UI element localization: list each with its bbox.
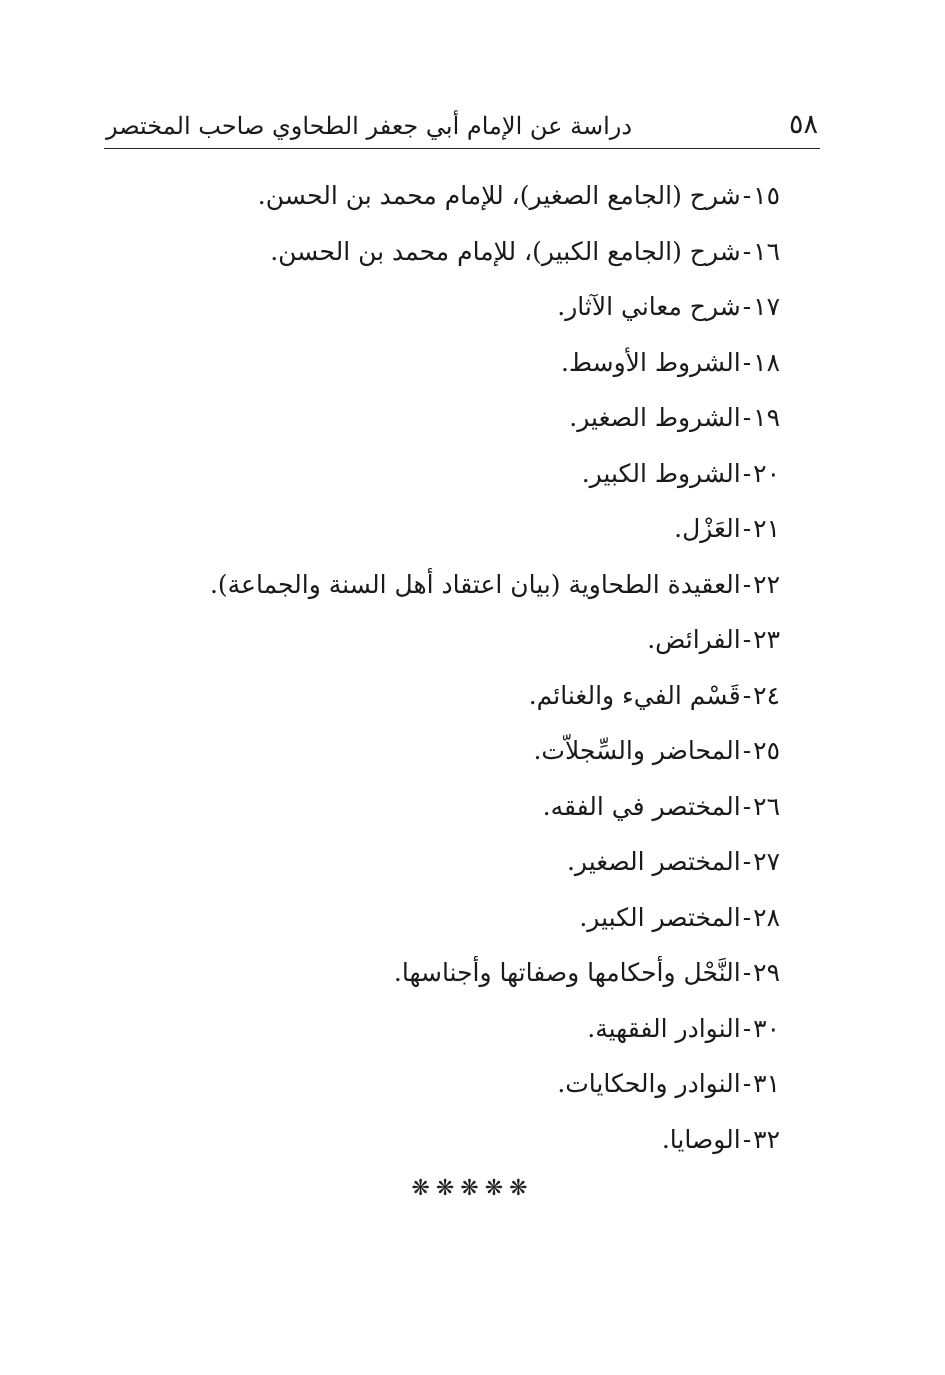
- section-separator: ❋❋❋❋❋: [411, 1176, 534, 1201]
- item-title: الفرائض.: [647, 625, 741, 654]
- item-title: قَسْم الفيء والغنائم.: [528, 680, 741, 710]
- item-dash: -: [742, 1069, 752, 1098]
- item-title: الوصايا.: [661, 1124, 741, 1154]
- item-title: الشروط الصغير.: [569, 403, 741, 432]
- list-item: [160, 834, 780, 890]
- list-item: [160, 1112, 780, 1168]
- list-item: [160, 890, 780, 946]
- list-item: [160, 668, 780, 724]
- item-dash: -: [742, 514, 752, 543]
- item-dash: -: [742, 347, 752, 377]
- item-dash: -: [742, 736, 752, 765]
- item-number: ٣١: [753, 1069, 780, 1098]
- item-number: ١٦: [753, 236, 780, 266]
- item-title: المحاضر والسِّجلاّت.: [533, 736, 741, 765]
- item-number: ٢٣: [753, 625, 780, 654]
- item-dash: -: [742, 791, 752, 821]
- item-title: الشروط الأوسط.: [560, 347, 741, 377]
- item-number: ٢٨: [753, 902, 780, 932]
- item-number: ٣٢: [753, 1124, 780, 1154]
- item-number: ٢٢: [753, 569, 780, 599]
- item-dash: -: [742, 1124, 752, 1154]
- works-list: [160, 168, 780, 1167]
- item-dash: -: [742, 625, 752, 654]
- list-item: [160, 168, 780, 224]
- list-item: [160, 779, 780, 835]
- list-item: [160, 1056, 780, 1112]
- item-dash: -: [742, 292, 752, 321]
- list-item: [160, 501, 780, 557]
- item-dash: -: [742, 847, 752, 876]
- item-title: شرح (الجامع الصغير)، للإمام محمد بن الحسن.: [257, 181, 741, 210]
- item-number: ٢٥: [753, 736, 780, 765]
- item-dash: -: [742, 458, 752, 488]
- page-number: ٥٨: [788, 109, 818, 140]
- list-item: [160, 557, 780, 613]
- running-title: دراسة عن الإمام أبي جعفر الطحاوي صاحب المختصر: [106, 112, 633, 140]
- list-item: [160, 279, 780, 335]
- item-title: النوادر والحكايات.: [557, 1069, 741, 1098]
- list-item: [160, 945, 780, 1001]
- item-title: المختصر الصغير.: [566, 847, 741, 876]
- item-number: ٢١: [753, 514, 780, 543]
- list-item: [160, 612, 780, 668]
- item-number: ٢٧: [753, 847, 780, 876]
- item-title: النَّحْل وأحكامها وصفاتها وأجناسها.: [393, 958, 741, 987]
- item-title: المختصر في الفقه.: [542, 791, 741, 821]
- item-title: المختصر الكبير.: [579, 902, 741, 932]
- item-dash: -: [742, 680, 752, 710]
- item-dash: -: [742, 403, 752, 432]
- item-number: ٢٤: [753, 680, 780, 710]
- item-number: ١٧: [753, 292, 780, 321]
- list-item: [160, 390, 780, 446]
- item-number: ١٥: [753, 181, 780, 210]
- item-number: ٢٩: [753, 958, 780, 987]
- item-number: ١٨: [753, 347, 780, 377]
- list-item: [160, 723, 780, 779]
- item-title: الشروط الكبير.: [581, 458, 741, 488]
- item-number: ٣٠: [753, 1013, 780, 1043]
- item-number: ٢٠: [753, 458, 780, 488]
- item-title: العقيدة الطحاوية (بيان اعتقاد أهل السنة والجماعة).: [209, 569, 741, 599]
- page-header: [104, 108, 820, 149]
- item-title: العَزْل.: [674, 514, 741, 543]
- item-number: ١٩: [753, 403, 780, 432]
- item-dash: -: [742, 236, 752, 266]
- item-dash: -: [742, 958, 752, 987]
- item-title: شرح معاني الآثار.: [557, 292, 741, 321]
- list-item: [160, 446, 780, 502]
- item-number: ٢٦: [753, 791, 780, 821]
- item-title: شرح (الجامع الكبير)، للإمام محمد بن الحسن.: [270, 236, 741, 266]
- item-dash: -: [742, 1013, 752, 1043]
- item-dash: -: [742, 569, 752, 599]
- list-item: [160, 335, 780, 391]
- item-title: النوادر الفقهية.: [587, 1013, 741, 1043]
- item-dash: -: [742, 181, 752, 210]
- list-item: [160, 1001, 780, 1057]
- list-item: [160, 224, 780, 280]
- item-dash: -: [742, 902, 752, 932]
